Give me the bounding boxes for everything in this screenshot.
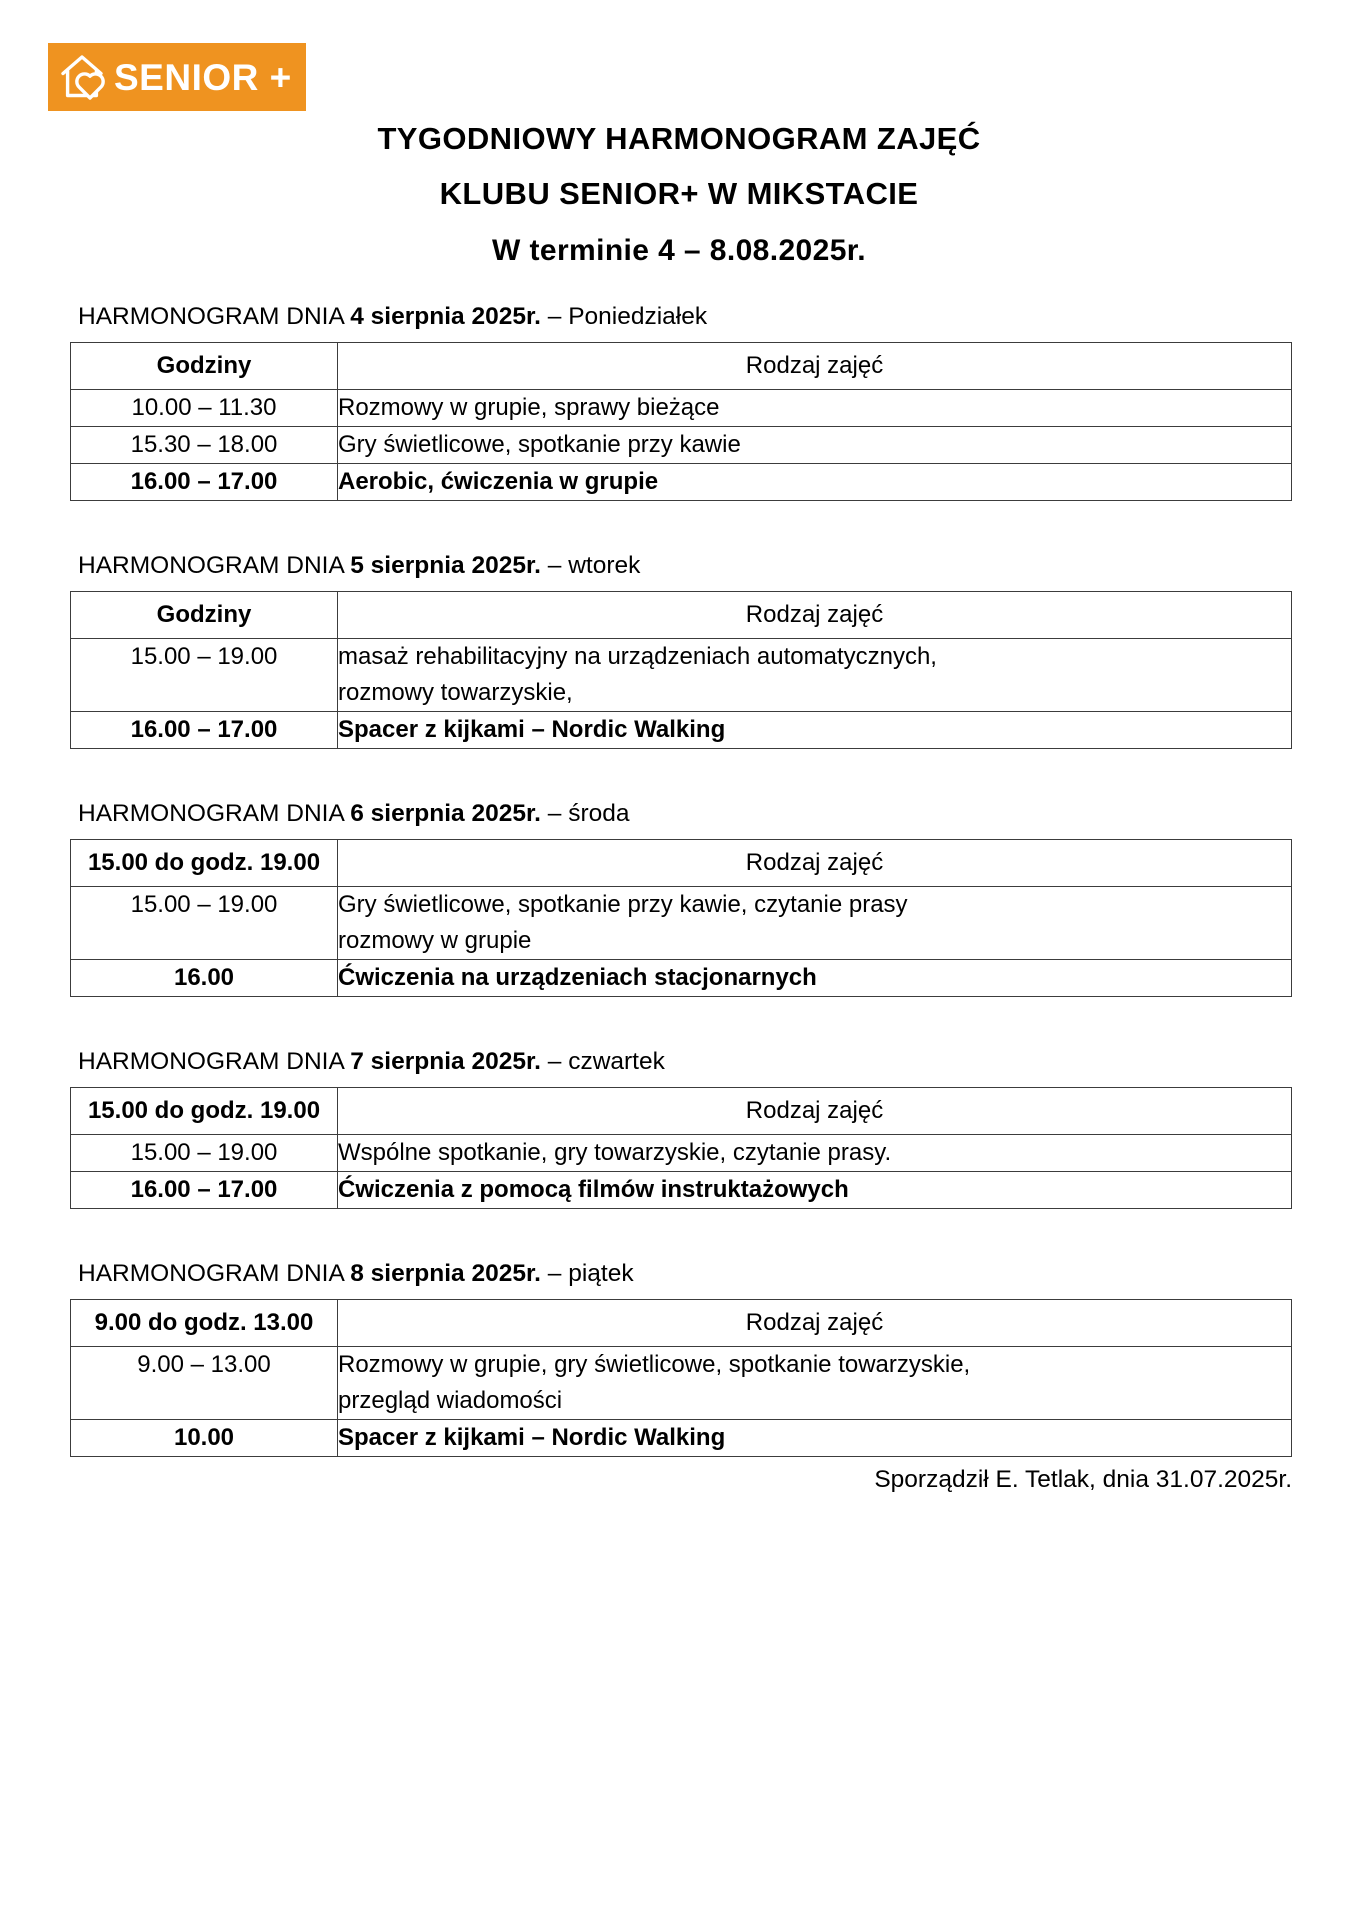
cell-kind xyxy=(338,960,1292,997)
day-heading xyxy=(70,1045,1292,1087)
day-heading-suffix: – środa xyxy=(540,800,630,827)
cell-hours xyxy=(71,464,338,501)
cell-kind-line: Ćwiczenia z pomocą filmów instruktażowych xyxy=(338,1176,849,1203)
cell-hours xyxy=(71,1135,338,1172)
cell-hours-line: 16.00 xyxy=(173,964,235,991)
table-row xyxy=(71,1347,1292,1420)
schedule-table xyxy=(70,342,1292,501)
table-row xyxy=(71,390,1292,427)
section-gap xyxy=(0,501,1358,549)
table-row xyxy=(71,1135,1292,1172)
section-gap xyxy=(0,997,1358,1045)
cell-kind-line: Wspólne spotkanie, gry towarzyskie, czytanie prasy. xyxy=(338,1139,892,1166)
day-heading-suffix: – piątek xyxy=(540,1260,634,1287)
table-row xyxy=(71,464,1292,501)
day-heading-suffix: – wtorek xyxy=(540,552,641,579)
cell-kind xyxy=(338,427,1292,464)
cell-kind xyxy=(338,1347,1292,1420)
table-header-row xyxy=(71,1088,1292,1135)
cell-kind-line: Aerobic, ćwiczenia w grupie xyxy=(338,468,659,495)
table-header-row xyxy=(71,840,1292,887)
senior-plus-logo xyxy=(48,43,306,111)
table-row xyxy=(71,887,1292,960)
cell-hours-line: 15.00 – 19.00 xyxy=(130,891,278,918)
cell-kind xyxy=(338,464,1292,501)
schedule-table xyxy=(70,591,1292,749)
day-heading-suffix: – Poniedziałek xyxy=(540,303,708,330)
column-header-kind: Rodzaj zajęć xyxy=(338,1088,1292,1135)
title-line-3: W terminie 4 – 8.08.2025r. xyxy=(492,234,866,267)
table-header-row xyxy=(71,1300,1292,1347)
table-row xyxy=(71,427,1292,464)
cell-kind-line: Ćwiczenia na urządzeniach stacjonarnych xyxy=(338,964,817,991)
cell-kind-line: masaż rehabilitacyjny na urządzeniach automatycznych, xyxy=(338,643,937,670)
cell-hours-line: 16.00 – 17.00 xyxy=(130,468,278,495)
section-gap xyxy=(0,749,1358,797)
cell-hours xyxy=(71,1420,338,1457)
table-row xyxy=(71,1172,1292,1209)
cell-kind-line: Spacer z kijkami – Nordic Walking xyxy=(338,716,726,743)
day-heading-date: 5 sierpnia 2025r. xyxy=(350,552,541,579)
cell-hours xyxy=(71,712,338,749)
cell-hours xyxy=(71,1347,338,1420)
day-heading xyxy=(70,1257,1292,1299)
title-line-2: KLUBU SENIOR+ W MIKSTACIE xyxy=(439,176,919,211)
section-gap xyxy=(0,1209,1358,1257)
day-section xyxy=(0,1045,1358,1209)
column-header-hours: 9.00 do godz. 13.00 xyxy=(71,1300,338,1347)
cell-kind-line: Spacer z kijkami – Nordic Walking xyxy=(338,1424,726,1451)
cell-hours-line: 16.00 – 17.00 xyxy=(130,1176,278,1203)
cell-hours xyxy=(71,960,338,997)
day-heading-date: 4 sierpnia 2025r. xyxy=(350,303,541,330)
column-header-kind: Rodzaj zajęć xyxy=(338,592,1292,639)
column-header-hours: 15.00 do godz. 19.00 xyxy=(71,1088,338,1135)
cell-hours xyxy=(71,887,338,960)
column-header-kind: Rodzaj zajęć xyxy=(338,840,1292,887)
schedule-table xyxy=(70,839,1292,997)
cell-kind-line: Rozmowy w grupie, sprawy bieżące xyxy=(338,394,720,421)
cell-hours xyxy=(71,639,338,712)
table-row xyxy=(71,712,1292,749)
column-header-hours: 15.00 do godz. 19.00 xyxy=(71,840,338,887)
schedule-sections xyxy=(0,300,1358,1499)
footer-author-note: Sporządził E. Tetlak, dnia 31.07.2025r. xyxy=(874,1466,1292,1493)
day-section xyxy=(0,797,1358,997)
cell-hours-line: 10.00 – 11.30 xyxy=(131,394,277,421)
day-heading-prefix: HARMONOGRAM DNIA xyxy=(78,800,351,827)
day-heading-prefix: HARMONOGRAM DNIA xyxy=(78,303,351,330)
day-heading-date: 8 sierpnia 2025r. xyxy=(350,1260,541,1287)
day-heading-date: 7 sierpnia 2025r. xyxy=(350,1048,541,1075)
cell-hours-line: 10.00 xyxy=(173,1424,235,1451)
day-heading-date: 6 sierpnia 2025r. xyxy=(350,800,541,827)
day-heading xyxy=(70,300,1292,342)
schedule-table xyxy=(70,1299,1292,1457)
cell-hours xyxy=(71,390,338,427)
cell-hours-line: 9.00 – 13.00 xyxy=(137,1351,271,1378)
day-section xyxy=(0,300,1358,501)
cell-kind-line: Rozmowy w grupie, gry świetlicowe, spotkanie towarzyskie, xyxy=(338,1351,971,1378)
cell-hours-line: 15.30 – 18.00 xyxy=(130,431,278,458)
table-row xyxy=(71,960,1292,997)
document-title xyxy=(0,112,1358,280)
day-heading-suffix: – czwartek xyxy=(540,1048,665,1075)
title-line-1: TYGODNIOWY HARMONOGRAM ZAJĘĆ xyxy=(377,121,981,156)
cell-kind-line: Gry świetlicowe, spotkanie przy kawie xyxy=(338,431,741,458)
cell-hours xyxy=(71,1172,338,1209)
day-heading xyxy=(70,549,1292,591)
day-section xyxy=(0,549,1358,749)
cell-hours-line: 16.00 – 17.00 xyxy=(130,716,278,743)
column-header-kind: Rodzaj zajęć xyxy=(338,343,1292,390)
column-header-kind: Rodzaj zajęć xyxy=(338,1300,1292,1347)
house-heart-icon xyxy=(58,50,112,104)
day-section xyxy=(0,1257,1358,1457)
day-heading-prefix: HARMONOGRAM DNIA xyxy=(78,552,351,579)
cell-kind xyxy=(338,390,1292,427)
cell-kind xyxy=(338,1420,1292,1457)
cell-hours-line: 15.00 – 19.00 xyxy=(130,643,278,670)
cell-kind xyxy=(338,1135,1292,1172)
schedule-table xyxy=(70,1087,1292,1209)
cell-kind xyxy=(338,887,1292,960)
cell-kind-line: przegląd wiadomości xyxy=(338,1387,563,1414)
cell-kind xyxy=(338,712,1292,749)
cell-kind xyxy=(338,1172,1292,1209)
table-header-row xyxy=(71,343,1292,390)
day-heading-prefix: HARMONOGRAM DNIA xyxy=(78,1260,351,1287)
cell-hours-line: 15.00 – 19.00 xyxy=(130,1139,278,1166)
cell-kind-line: rozmowy w grupie xyxy=(338,927,532,954)
table-row xyxy=(71,639,1292,712)
column-header-hours: Godziny xyxy=(71,343,338,390)
cell-kind-line: Gry świetlicowe, spotkanie przy kawie, czytanie prasy xyxy=(338,891,908,918)
logo-text: SENIOR + xyxy=(114,56,292,98)
table-header-row xyxy=(71,592,1292,639)
day-heading xyxy=(70,797,1292,839)
column-header-hours: Godziny xyxy=(71,592,338,639)
cell-kind-line: rozmowy towarzyskie, xyxy=(338,679,573,706)
cell-kind xyxy=(338,639,1292,712)
cell-hours xyxy=(71,427,338,464)
table-row xyxy=(71,1420,1292,1457)
day-heading-prefix: HARMONOGRAM DNIA xyxy=(78,1048,351,1075)
